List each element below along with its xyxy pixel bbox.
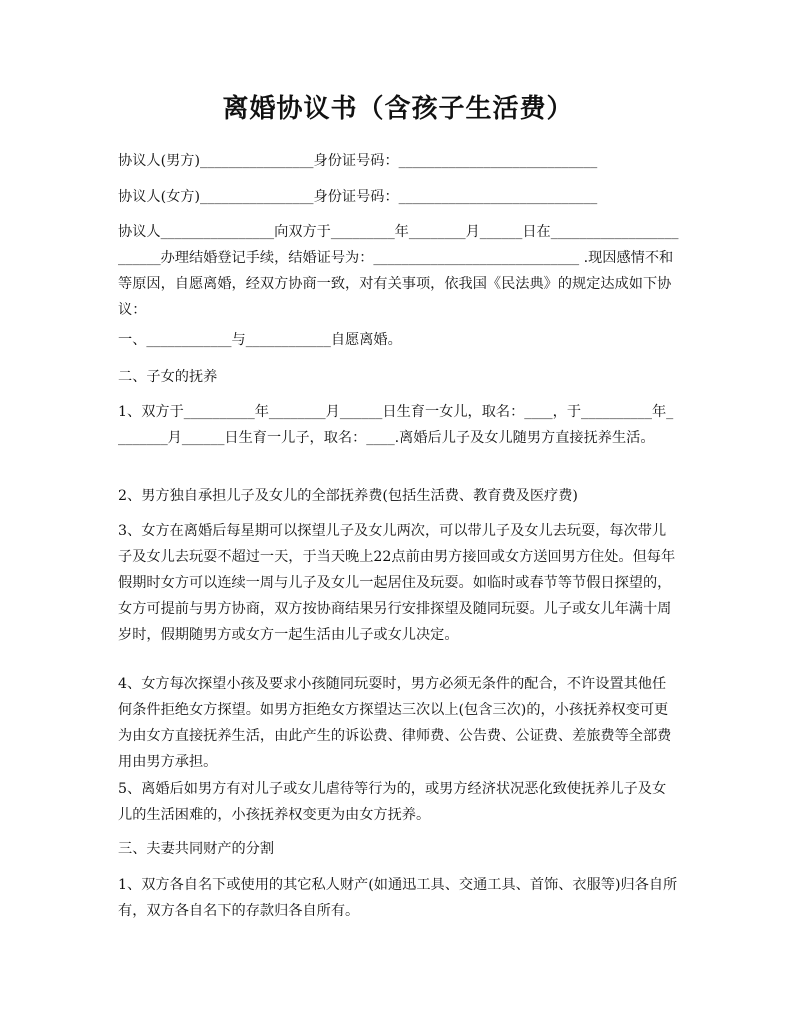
document-title: 离婚协议书（含孩子生活费） (222, 94, 574, 124)
section-2-item-3: 3、女方在离婚后每星期可以探望儿子及女儿两次，可以带儿子及女儿去玩耍，每次带儿子及女儿去玩耍不超过一天，于当天晚上22点前由男方接回或女方送回男方住处。但每年假期时女方可以连续一周与儿子及女儿一起居住及玩耍。如临时或春节等节假日探望的，女方可提前与男方协商，双方按协商结果另行安排探望及随同玩耍。儿子或女儿年满十周岁时，假期随男方或女方一起生活由儿子或女儿决定。 (118, 523, 676, 643)
section-2-item-5: 5、离婚后如男方有对儿子或女儿虐待等行为的，或男方经济状况恶化致使抚养儿子及女儿的生活困难的，小孩抚养权变更为由女方抚养。 (118, 781, 667, 823)
section-2-heading: 二、子女的抚养 (118, 369, 218, 385)
section-2-item-2: 2、男方独自承担儿子及女儿的全部抚养费(包括生活费、教育费及医疗费) (118, 488, 578, 504)
clause-1-divorce-agreement: 一、____________与____________自愿离婚。 (118, 332, 402, 348)
section-3-item-1: 1、双方各自名下或使用的其它私人财产(如通迅工具、交通工具、首饰、衣服等)归各自所有，双方各自名下的存款归各自所有。 (118, 877, 678, 919)
section-3-heading: 三、夫妻共同财产的分割 (118, 841, 275, 857)
male-party-line: 协议人(男方)________________身份证号码：____________________________ (118, 153, 598, 169)
section-2-item-1: 1、双方于__________年________月______日生育一女儿，取名：____，于__________年________月______日生育一儿子，取名：____.离婚后儿子及女儿随男方直接抚养生活。 (118, 404, 674, 446)
section-2-item-4: 4、女方每次探望小孩及要求小孩随同玩耍时，男方必须无条件的配合，不许设置其他任何条件拒绝女方探望。如男方拒绝女方探望达三次以上(包含三次)的，小孩抚养权变可更为由女方直接抚养生活，由此产生的诉讼费、律师费、公告费、公证费、差旅费等全部费用由男方承担。 (118, 676, 672, 770)
marriage-registration-paragraph: 协议人________________向双方于_________年________月______日在________________________办理结婚登记手续，结婚证号为：_____________________________ .现因感情不和等原因，自愿离婚，经双方协商一致，对有关事项，依我国《民法典》的规定达成如下协议： (118, 224, 679, 318)
female-party-line: 协议人(女方)________________身份证号码：____________________________ (118, 189, 598, 205)
